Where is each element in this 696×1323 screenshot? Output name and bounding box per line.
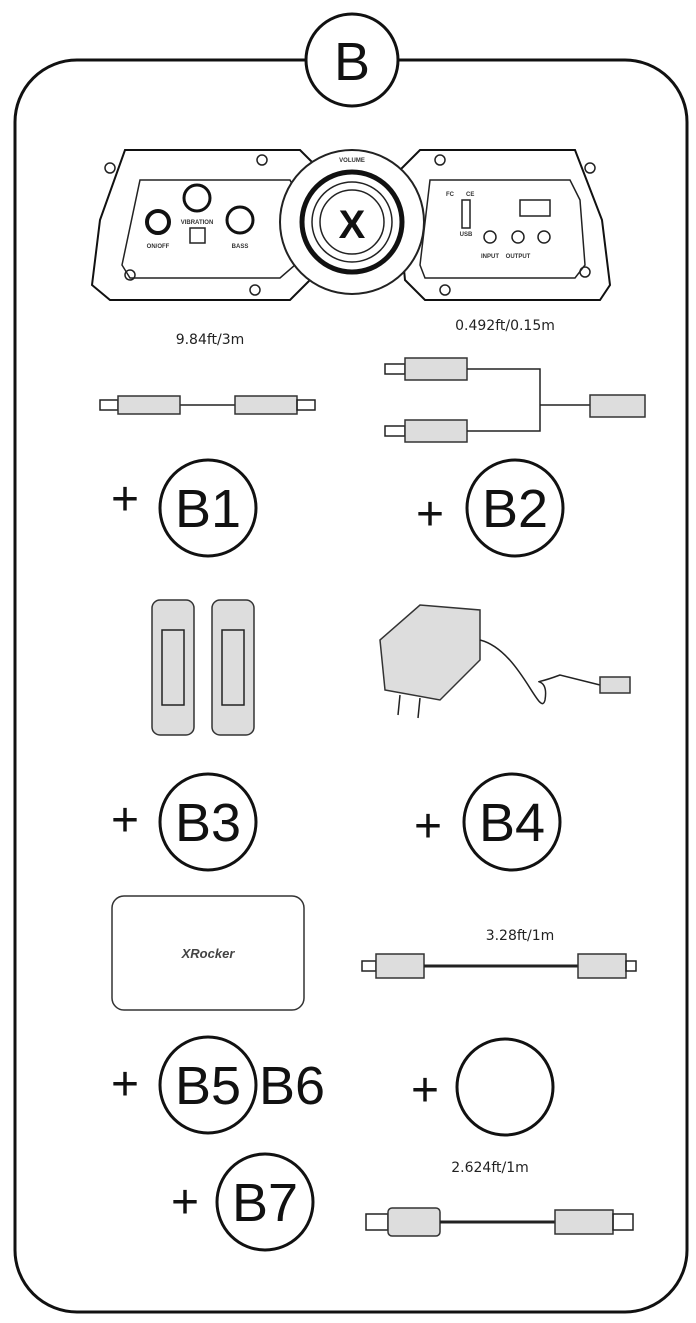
- b2-length: 0.492ft/0.15m: [455, 318, 555, 334]
- b7-label: B7: [231, 1173, 299, 1233]
- fc-label: FC: [446, 192, 454, 198]
- section-badge: [306, 14, 398, 106]
- usb-label: USB: [459, 232, 473, 238]
- rca-cable-illustration: [100, 396, 315, 414]
- b5-plus: +: [110, 1058, 140, 1111]
- control-panel-illustration: [92, 150, 610, 300]
- rca-splitter-illustration: [385, 358, 645, 442]
- b2-label: B2: [481, 479, 549, 539]
- b1-label: B1: [174, 479, 242, 539]
- bass-label: BASS: [231, 244, 249, 250]
- b6-label: B6: [258, 1056, 326, 1116]
- usb-length: 2.624ft/1m: [451, 1160, 529, 1176]
- empty-badge: [457, 1039, 553, 1135]
- b1-plus: +: [110, 473, 140, 526]
- ce-label: CE: [466, 192, 475, 198]
- remote-card-illustration: [112, 896, 304, 1010]
- optical-length: 3.28ft/1m: [485, 928, 555, 944]
- input-label: INPUT: [481, 254, 499, 260]
- output-label: OUTPUT: [505, 254, 531, 260]
- coupler-illustration: [152, 600, 254, 735]
- b7-plus: +: [170, 1176, 200, 1229]
- b2-plus: +: [415, 488, 445, 541]
- section-label: B: [333, 32, 371, 92]
- power-adapter-illustration: [380, 605, 630, 718]
- power-label: ON/OFF: [146, 244, 170, 250]
- volume-label: VOLUME: [339, 158, 365, 164]
- vibration-label: VIBRATION: [180, 220, 214, 226]
- b4-plus: +: [413, 800, 443, 853]
- b3-label: B3: [174, 793, 242, 853]
- optical-cable-illustration: [362, 954, 636, 978]
- card-logo: XRocker: [181, 946, 235, 961]
- b1-length: 9.84ft/3m: [175, 332, 245, 348]
- b3-plus: +: [110, 794, 140, 847]
- usb-cable-illustration: [366, 1208, 633, 1236]
- b4-label: B4: [478, 793, 546, 853]
- b5-label: B5: [174, 1056, 242, 1116]
- panel-logo: X: [338, 203, 366, 247]
- optical-plus: +: [410, 1064, 440, 1117]
